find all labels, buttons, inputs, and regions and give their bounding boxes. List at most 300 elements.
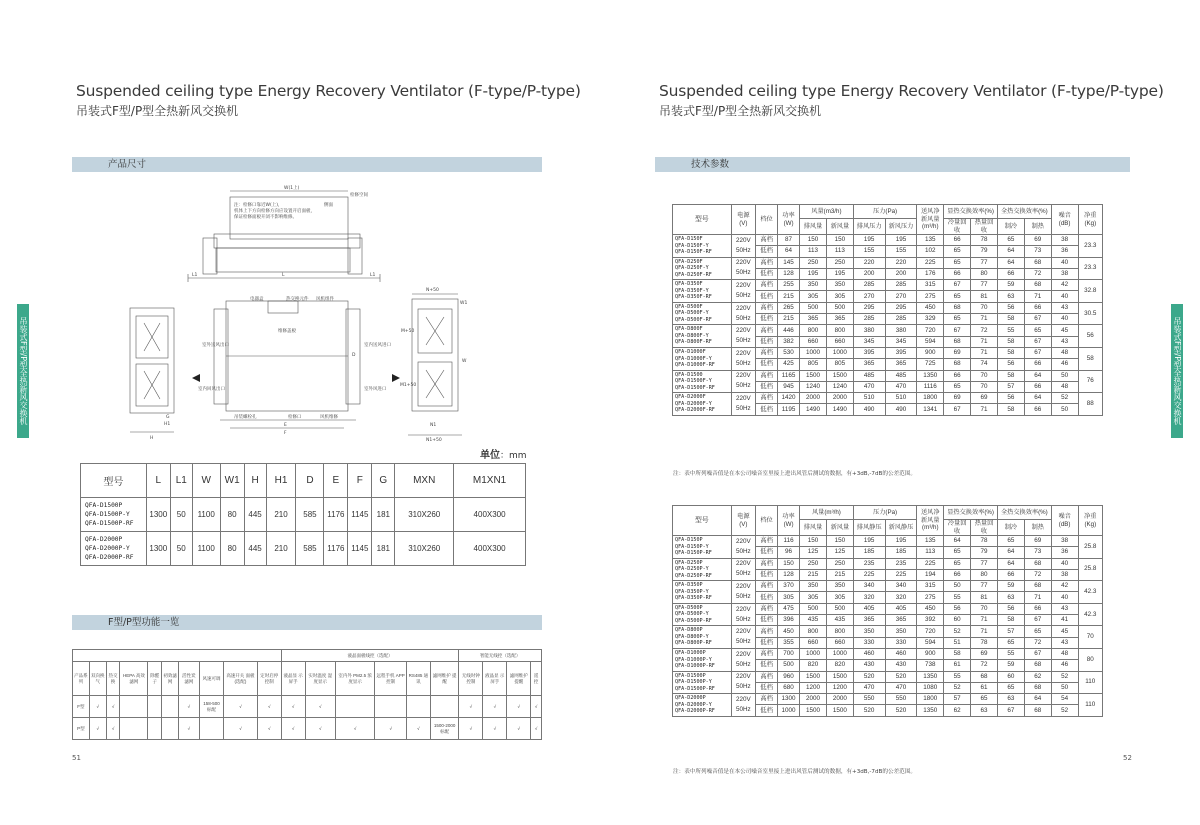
dim-value: 445 xyxy=(244,498,266,532)
value-cell: 43 xyxy=(1051,603,1078,614)
value-cell: 65 xyxy=(944,257,971,268)
model-name: QFA-D1000P xyxy=(675,650,706,657)
model-cell xyxy=(673,325,732,348)
value-cell: 72 xyxy=(1024,569,1051,580)
value-cell: 220 xyxy=(885,257,917,268)
value-cell: 425 xyxy=(778,359,800,370)
model-name: QFA-D2000P-Y xyxy=(675,701,712,708)
function-cell: √ xyxy=(224,718,258,740)
value-cell: 59 xyxy=(997,660,1024,671)
function-cell xyxy=(120,718,148,740)
model-name: QFA-D350P-RF xyxy=(675,595,712,602)
value-cell: 195 xyxy=(853,235,885,246)
model-name: QFA-D800F xyxy=(675,326,703,333)
model-name: QFA-D2000P-Y xyxy=(85,545,130,552)
model-name: QFA-D250P-Y xyxy=(675,566,709,573)
header-exhaust-air: 排风量 xyxy=(800,520,827,536)
value-cell: 1490 xyxy=(800,404,827,415)
value-cell: 460 xyxy=(885,648,917,659)
function-cell xyxy=(162,696,179,718)
speed-cell: 高档 xyxy=(756,302,778,313)
table-row xyxy=(673,558,1130,569)
value-cell: 52 xyxy=(1051,393,1078,404)
power-cell: 220V 50Hz xyxy=(731,370,755,393)
value-cell: 50 xyxy=(944,581,971,592)
value-cell: 500 xyxy=(826,302,853,313)
value-cell: 1500 xyxy=(800,370,827,381)
value-cell: 820 xyxy=(826,660,853,671)
speed-cell: 高档 xyxy=(756,347,778,358)
value-cell: 55 xyxy=(997,648,1024,659)
model-name: QFA-D1500 xyxy=(675,371,703,378)
model-name: QFA-D1500P-RF xyxy=(85,520,134,527)
value-cell: 235 xyxy=(885,558,917,569)
side-tab-right: 吊装式F型/P型全热新风交换机 xyxy=(1171,304,1183,438)
value-cell: 150 xyxy=(800,536,827,547)
value-cell: 1165 xyxy=(778,370,800,381)
value-cell: 48 xyxy=(1051,347,1078,358)
label-n1: N1 xyxy=(430,423,437,428)
speed-cell: 高档 xyxy=(756,325,778,336)
value-cell: 71 xyxy=(971,626,998,637)
value-cell: 78 xyxy=(971,536,998,547)
function-cell: √ xyxy=(89,718,106,740)
value-cell: 45 xyxy=(1051,626,1078,637)
model-name: QFA-D2000P-RF xyxy=(85,554,134,561)
table-row xyxy=(673,581,1130,592)
value-cell: 176 xyxy=(917,268,944,279)
value-cell: 805 xyxy=(826,359,853,370)
dim-header: L xyxy=(146,464,170,498)
header-temp-eff: 显热交换效率(%) xyxy=(944,506,998,520)
value-cell: 69 xyxy=(1024,235,1051,246)
power-cell: 220V 50Hz xyxy=(731,536,755,559)
dim-value: 210 xyxy=(266,498,296,532)
model-name: QFA-D250F xyxy=(675,258,703,265)
weight-cell: 23.3 xyxy=(1078,257,1102,280)
model-name: QFA-D1000F xyxy=(675,349,706,356)
function-header: 除醛子 xyxy=(148,662,162,696)
speed-cell: 低档 xyxy=(756,569,778,580)
value-cell: 340 xyxy=(885,581,917,592)
table-row xyxy=(81,498,526,532)
value-cell: 66 xyxy=(997,569,1024,580)
value-cell: 65 xyxy=(1024,626,1051,637)
model-cell xyxy=(673,347,732,370)
value-cell: 61 xyxy=(971,682,998,693)
value-cell: 155 xyxy=(853,246,885,257)
function-header: 液晶显 示屏手 xyxy=(281,662,305,696)
dim-header: F xyxy=(348,464,372,498)
table-row xyxy=(673,280,1130,291)
speed-cell: 低档 xyxy=(756,705,778,716)
speed-cell: 低档 xyxy=(756,637,778,648)
value-cell: 365 xyxy=(885,615,917,626)
value-cell: 52 xyxy=(1051,705,1078,716)
function-cell xyxy=(406,696,430,718)
value-cell: 460 xyxy=(853,648,885,659)
power-cell: 220V 50Hz xyxy=(731,235,755,258)
power-cell: 220V 50Hz xyxy=(731,257,755,280)
value-cell: 450 xyxy=(778,626,800,637)
model-cell xyxy=(673,671,732,694)
model-name: QFA-D2000P xyxy=(675,695,706,702)
value-cell: 365 xyxy=(885,359,917,370)
value-cell: 800 xyxy=(826,325,853,336)
value-cell: 40 xyxy=(1051,558,1078,569)
header-airflow: 风量(m³/h) xyxy=(800,506,854,520)
model-name: QFA-D800P-Y xyxy=(675,633,709,640)
value-cell: 285 xyxy=(885,280,917,291)
label-d: D xyxy=(352,353,356,358)
value-cell: 69 xyxy=(971,648,998,659)
section-title-functions: F型/P型功能一览 xyxy=(108,617,180,628)
label-h1: H1 xyxy=(164,422,171,427)
value-cell: 250 xyxy=(826,558,853,569)
model-cell xyxy=(673,694,732,717)
value-cell: 500 xyxy=(826,603,853,614)
label-side: 侧面 xyxy=(324,203,333,208)
dim-value: 445 xyxy=(244,532,266,566)
value-cell: 370 xyxy=(778,581,800,592)
value-cell: 78 xyxy=(971,637,998,648)
value-cell: 58 xyxy=(997,404,1024,415)
model-name: QFA-D2000F xyxy=(675,394,706,401)
value-cell: 530 xyxy=(778,347,800,358)
unit-label xyxy=(480,446,527,461)
model-name: QFA-D150F xyxy=(675,236,703,243)
value-cell: 1000 xyxy=(826,347,853,358)
function-header: 定时启停 控制 xyxy=(257,662,281,696)
drawing-note-2: 机体上下方向检修方向应设置开启面板， xyxy=(234,209,315,214)
value-cell: 800 xyxy=(826,626,853,637)
dim-value: 1100 xyxy=(192,532,220,566)
value-cell: 43 xyxy=(1051,336,1078,347)
dim-value: 585 xyxy=(296,498,324,532)
model-cell xyxy=(673,558,732,581)
value-cell: 55 xyxy=(944,671,971,682)
speed-cell: 低档 xyxy=(756,381,778,392)
value-cell: 68 xyxy=(944,359,971,370)
power-cell: 220V 50Hz xyxy=(731,671,755,694)
value-cell: 1800 xyxy=(917,393,944,404)
top-view-duct-left xyxy=(203,238,217,274)
model-name: QFA-D1500P-RF xyxy=(675,685,715,692)
speed-cell: 低档 xyxy=(756,314,778,325)
left-view-body xyxy=(130,308,174,413)
value-cell: 43 xyxy=(1051,302,1078,313)
value-cell: 58 xyxy=(997,314,1024,325)
value-cell: 66 xyxy=(944,569,971,580)
speed-cell: 高档 xyxy=(756,581,778,592)
value-cell: 329 xyxy=(917,314,944,325)
value-cell: 65 xyxy=(997,637,1024,648)
function-header: 滤网维护 提醒 xyxy=(507,662,531,696)
value-cell: 738 xyxy=(917,660,944,671)
function-table xyxy=(72,649,542,740)
model-name: QFA-D1000P-Y xyxy=(675,656,712,663)
value-cell: 2000 xyxy=(800,694,827,705)
value-cell: 64 xyxy=(1024,393,1051,404)
model-name: QFA-D1500P xyxy=(675,672,706,679)
value-cell: 68 xyxy=(1024,257,1051,268)
value-cell: 470 xyxy=(853,682,885,693)
header-speed: 档位 xyxy=(756,205,778,235)
speed-cell: 低档 xyxy=(756,268,778,279)
dim-header: W1 xyxy=(220,464,244,498)
value-cell: 350 xyxy=(826,581,853,592)
value-cell: 55 xyxy=(997,325,1024,336)
value-cell: 275 xyxy=(917,592,944,603)
value-cell: 38 xyxy=(1051,268,1078,279)
value-cell: 900 xyxy=(917,648,944,659)
header-fresh-pres: 新风静压 xyxy=(885,520,917,536)
dim-value: 80 xyxy=(220,532,244,566)
value-cell: 113 xyxy=(917,547,944,558)
model-cell xyxy=(673,648,732,671)
value-cell: 65 xyxy=(1024,325,1051,336)
value-cell: 225 xyxy=(917,257,944,268)
header-model: 型号 xyxy=(673,205,732,235)
value-cell: 450 xyxy=(917,603,944,614)
value-cell: 59 xyxy=(997,280,1024,291)
speed-cell: 高档 xyxy=(756,393,778,404)
label-h: H xyxy=(150,436,154,441)
value-cell: 77 xyxy=(971,280,998,291)
value-cell: 68 xyxy=(1024,660,1051,671)
speed-cell: 高档 xyxy=(756,558,778,569)
value-cell: 430 xyxy=(853,660,885,671)
value-cell: 250 xyxy=(800,558,827,569)
label-indoor-supply: 室内送风进口 xyxy=(364,343,391,348)
function-cell: √ xyxy=(459,718,483,740)
value-cell: 350 xyxy=(885,626,917,637)
value-cell: 800 xyxy=(800,325,827,336)
value-cell: 405 xyxy=(853,603,885,614)
table-row xyxy=(673,626,1130,637)
right-view-body xyxy=(412,299,458,411)
value-cell: 1350 xyxy=(917,705,944,716)
value-cell: 475 xyxy=(778,603,800,614)
value-cell: 395 xyxy=(853,347,885,358)
power-cell: 220V 50Hz xyxy=(731,603,755,626)
top-view-flange xyxy=(214,234,360,248)
value-cell: 185 xyxy=(853,547,885,558)
value-cell: 73 xyxy=(1024,246,1051,257)
speed-cell: 高档 xyxy=(756,603,778,614)
dim-value: 310X260 xyxy=(395,498,454,532)
value-cell: 46 xyxy=(1051,359,1078,370)
label-m1-50: M1+50 xyxy=(400,383,417,388)
value-cell: 59 xyxy=(997,581,1024,592)
label-heat-element: 热交换元件 xyxy=(286,297,309,302)
value-cell: 66 xyxy=(1024,404,1051,415)
value-cell: 145 xyxy=(778,257,800,268)
value-cell: 62 xyxy=(1024,671,1051,682)
function-cell: √ xyxy=(257,696,281,718)
model-name: QFA-D250P xyxy=(675,559,703,566)
page-title-en: Suspended ceiling type Energy Recovery Ventilator (F-type/P-type) xyxy=(76,82,581,100)
value-cell: 2000 xyxy=(826,393,853,404)
value-cell: 72 xyxy=(1024,637,1051,648)
table-row xyxy=(673,648,1130,659)
value-cell: 69 xyxy=(944,393,971,404)
dim-header: G xyxy=(372,464,395,498)
value-cell: 225 xyxy=(853,569,885,580)
label-m50: M+50 xyxy=(401,329,415,334)
power-cell: 220V 50Hz xyxy=(731,648,755,671)
header-net-air: 送风净 新风量 (m³/h) xyxy=(917,506,944,536)
header-fresh-pres: 新风压力 xyxy=(885,219,917,235)
value-cell: 900 xyxy=(917,347,944,358)
section-bar-dimensions xyxy=(72,157,542,172)
label-l1-left: L1 xyxy=(192,273,198,278)
value-cell: 55 xyxy=(944,592,971,603)
header-cool: 冷量回收 xyxy=(944,520,971,536)
model-name: QFA-D800P-RF xyxy=(675,640,712,647)
model-cell xyxy=(673,603,732,626)
tech-header xyxy=(673,506,1130,536)
speed-cell: 低档 xyxy=(756,246,778,257)
function-row xyxy=(73,718,542,740)
model-name: QFA-D800P xyxy=(675,627,703,634)
value-cell: 80 xyxy=(971,569,998,580)
value-cell: 470 xyxy=(885,682,917,693)
value-cell: 66 xyxy=(1024,302,1051,313)
value-cell: 330 xyxy=(885,637,917,648)
value-cell: 43 xyxy=(1051,637,1078,648)
value-cell: 66 xyxy=(944,268,971,279)
value-cell: 305 xyxy=(800,592,827,603)
dimensions-body xyxy=(81,498,526,566)
label-g: G xyxy=(166,415,170,420)
tech-header-row-1 xyxy=(673,506,1130,520)
power-cell: 220V 50Hz xyxy=(731,393,755,416)
table-row xyxy=(673,235,1130,246)
value-cell: 680 xyxy=(778,682,800,693)
value-cell: 60 xyxy=(944,615,971,626)
value-cell: 435 xyxy=(800,615,827,626)
model-name: QFA-D1000F-Y xyxy=(675,355,712,362)
dim-value: 50 xyxy=(170,532,192,566)
value-cell: 58 xyxy=(997,615,1024,626)
value-cell: 38 xyxy=(1051,569,1078,580)
function-header: 高速开关 面板 (选配) xyxy=(224,662,258,696)
value-cell: 65 xyxy=(997,536,1024,547)
value-cell: 56 xyxy=(997,302,1024,313)
function-header: 实时温度 湿度显示 xyxy=(305,662,335,696)
value-cell: 200 xyxy=(853,268,885,279)
dimensions-header-row xyxy=(81,464,526,498)
value-cell: 70 xyxy=(971,370,998,381)
function-cell xyxy=(162,718,179,740)
section-bar-functions xyxy=(72,615,542,630)
value-cell: 660 xyxy=(826,637,853,648)
value-cell: 128 xyxy=(778,569,800,580)
function-cell: √ xyxy=(335,718,375,740)
label-l: L xyxy=(282,273,285,278)
dim-value: 80 xyxy=(220,498,244,532)
function-header: 室内外 PM2.5 浓度显示 xyxy=(335,662,375,696)
value-cell: 800 xyxy=(800,626,827,637)
label-repair-space: 检修空间 xyxy=(350,193,368,198)
value-cell: 195 xyxy=(826,268,853,279)
function-cell xyxy=(199,718,223,740)
value-cell: 96 xyxy=(778,547,800,558)
function-group-lcd: 液晶面板线控（选配） xyxy=(281,650,459,662)
value-cell: 66 xyxy=(944,370,971,381)
tech-body xyxy=(673,536,1130,717)
weight-cell: 70 xyxy=(1078,626,1102,649)
value-cell: 265 xyxy=(778,302,800,313)
speed-cell: 高档 xyxy=(756,648,778,659)
function-cell: √ xyxy=(224,696,258,718)
value-cell: 77 xyxy=(971,558,998,569)
label-n50: N+50 xyxy=(426,288,439,293)
function-cell: √ xyxy=(179,696,200,718)
weight-cell: 42.3 xyxy=(1078,581,1102,604)
value-cell: 64 xyxy=(997,246,1024,257)
model-name: QFA-D500F xyxy=(675,303,703,310)
value-cell: 72 xyxy=(1024,268,1051,279)
model-cell xyxy=(673,393,732,416)
speed-cell: 低档 xyxy=(756,359,778,370)
value-cell: 1000 xyxy=(800,347,827,358)
value-cell: 66 xyxy=(997,268,1024,279)
value-cell: 71 xyxy=(971,404,998,415)
value-cell: 65 xyxy=(944,547,971,558)
dim-value: 1145 xyxy=(348,498,372,532)
drawing-note-1: 注：检修口靠近W(上)， xyxy=(234,203,283,208)
value-cell: 68 xyxy=(944,302,971,313)
value-cell: 355 xyxy=(778,637,800,648)
model-name: QFA-D150P-RF xyxy=(675,550,712,557)
value-cell: 113 xyxy=(826,246,853,257)
dim-value: 50 xyxy=(170,498,192,532)
dim-value: 210 xyxy=(266,532,296,566)
value-cell: 660 xyxy=(800,336,827,347)
model-name: QFA-D1500P-Y xyxy=(85,511,130,518)
value-cell: 1500 xyxy=(800,705,827,716)
value-cell: 52 xyxy=(944,682,971,693)
function-header: 热交换 xyxy=(106,662,120,696)
airflow-arrow-right xyxy=(392,374,400,382)
dim-header: 型号 xyxy=(81,464,147,498)
function-header: 远程手机 APP控制 xyxy=(375,662,407,696)
value-cell: 1200 xyxy=(826,682,853,693)
value-cell: 380 xyxy=(853,325,885,336)
function-row-name: F型 xyxy=(73,696,90,718)
label-w1-top: W(1上) xyxy=(284,186,300,191)
model-name: QFA-D2000F-Y xyxy=(675,400,712,407)
weight-cell: 56 xyxy=(1078,325,1102,348)
value-cell: 195 xyxy=(853,536,885,547)
function-cell: √ xyxy=(281,718,305,740)
label-electric-box: 电器盒 xyxy=(250,297,264,302)
value-cell: 215 xyxy=(778,291,800,302)
value-cell: 48 xyxy=(1051,381,1078,392)
model-name: QFA-D500F-Y xyxy=(675,310,709,317)
model-name: QFA-D500P xyxy=(675,604,703,611)
function-cell: √ xyxy=(507,696,531,718)
model-cell xyxy=(81,532,147,566)
function-cell: √ xyxy=(531,696,542,718)
dim-value: 181 xyxy=(372,532,395,566)
value-cell: 40 xyxy=(1051,314,1078,325)
value-cell: 396 xyxy=(778,615,800,626)
dim-value: 1300 xyxy=(146,498,170,532)
weight-cell: 30.5 xyxy=(1078,302,1102,325)
